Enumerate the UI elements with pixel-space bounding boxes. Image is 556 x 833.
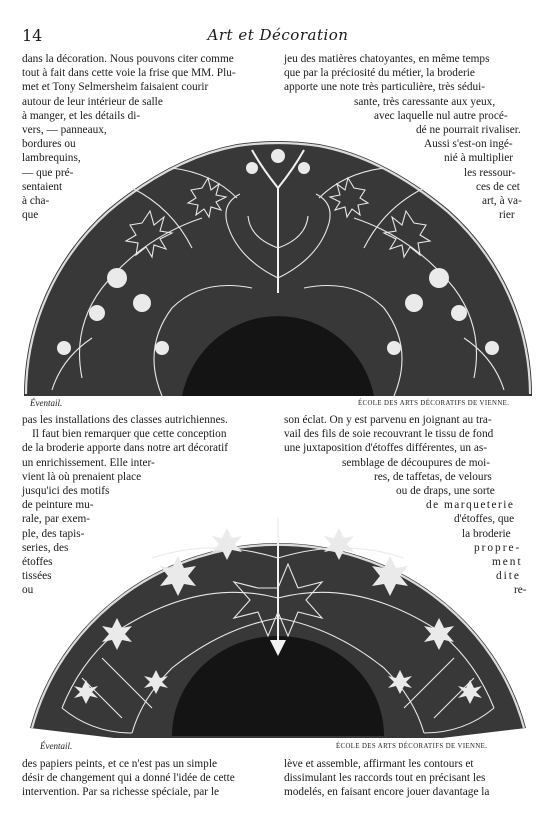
fan-illustration-bottom: [22, 478, 534, 740]
lace-fan-image: [22, 478, 534, 740]
text-line: vail des fils de soie recouvrant le tissu de fond: [284, 428, 494, 441]
text-line: d'étoffes, que: [454, 513, 515, 526]
text-line: un enrichissement. Elle inter-: [22, 456, 155, 469]
text-line: que: [22, 209, 39, 222]
text-line: vers, — panneaux,: [22, 124, 107, 137]
text-line: jusqu'ici des motifs: [22, 485, 110, 498]
text-line: dite: [496, 570, 521, 583]
text-line: une juxtaposition d'étoffes différentes, un as-: [284, 442, 488, 455]
text-line: apporte une note très particulière, très sédui-: [284, 81, 486, 94]
text-line: lève et assemble, affirmant les contours et: [284, 758, 474, 770]
text-line: à cha-: [22, 195, 50, 208]
page-number: 14: [22, 26, 43, 45]
text-line: son éclat. On y est parvenu en joignant au tra-: [284, 414, 492, 426]
text-line: de la broderie apporte dans notre art décoratif: [22, 442, 229, 455]
text-line: vient là où prenaient place: [22, 470, 142, 483]
text-line: jeu des matières chatoyantes, en même temps: [284, 53, 490, 65]
text-line: étoffes: [22, 556, 53, 569]
text-line: ple, des tapis-: [22, 527, 85, 540]
text-line: rier: [499, 209, 515, 222]
text-line: avec laquelle nul autre procé-: [374, 109, 508, 122]
text-line: ces de cet: [476, 180, 520, 193]
text-line: la broderie: [462, 527, 511, 540]
text-line: sentaient: [22, 180, 63, 193]
text-line: propre-: [474, 541, 522, 554]
text-line: ou: [22, 584, 34, 597]
text-line: — que pré-: [22, 166, 74, 179]
text-line: Aussi s'est-on ingé-: [424, 138, 513, 151]
text-line: des papiers peints, et ce n'est pas un simple: [22, 758, 217, 770]
text-column-left-bottom: [22, 757, 276, 800]
text-line: re-: [514, 584, 527, 597]
text-line: sante, très caressante aux yeux,: [354, 95, 496, 108]
text-line: ou de draps, une sorte: [396, 485, 495, 498]
text-line: dé ne pourrait rivaliser.: [416, 124, 521, 137]
text-column-right-bottom: [284, 757, 534, 800]
fan-illustration-top: [22, 128, 534, 398]
text-line: que par la préciosité du métier, la broderie: [284, 67, 475, 80]
text-line: intervention. Par sa richesse spéciale, par le: [22, 786, 219, 799]
text-line: autour de leur intérieur de salle: [22, 95, 163, 108]
text-line: dissimulant les raccords tout en précisant les: [284, 772, 486, 785]
text-line: les ressour-: [464, 166, 516, 179]
figure-caption-left-bottom: Éventail.: [40, 741, 73, 751]
text-line: lambrequins,: [22, 152, 81, 165]
text-line: à manger, et les détails di-: [22, 109, 141, 122]
figure-caption-left-top: Éventail.: [30, 398, 63, 408]
text-line: Il faut bien remarquer que cette conception: [32, 428, 227, 441]
figure-caption-right-bottom: ÉCOLE DES ARTS DÉCORATIFS DE VIENNE.: [336, 743, 488, 750]
text-line: modelés, en faisant encore jouer davantage la: [284, 786, 490, 799]
text-line: tissées: [22, 570, 52, 583]
text-line: désir de changement qui a donné l'idée de cette: [22, 772, 235, 785]
text-line: de peinture mu-: [22, 499, 94, 512]
text-line: rale, par exem-: [22, 513, 91, 526]
text-line: met et Tony Selmersheim faisaient courir: [22, 81, 209, 94]
text-line: res, de taffetas, de velours: [374, 470, 492, 483]
text-line: series, des: [22, 541, 69, 554]
text-line: dans la décoration. Nous pouvons citer comme: [22, 53, 234, 65]
text-line: tout à fait dans cette voie la frise que MM. Plu-: [22, 67, 236, 80]
text-line: semblage de découpures de moi-: [342, 456, 491, 469]
figure-caption-right-top: ÉCOLE DES ARTS DÉCORATIFS DE VIENNE.: [358, 400, 510, 407]
text-line: de marqueterie: [426, 499, 515, 512]
text-line: nié à multiplier: [444, 152, 514, 165]
text-line: art, à va-: [482, 195, 522, 208]
running-head: Art et Décoration: [207, 26, 349, 44]
text-line: pas les installations des classes autrichiennes.: [22, 414, 228, 426]
text-line: bordures ou: [22, 138, 76, 151]
text-line: ment: [492, 556, 523, 569]
embroidered-fan-image: [22, 128, 534, 398]
